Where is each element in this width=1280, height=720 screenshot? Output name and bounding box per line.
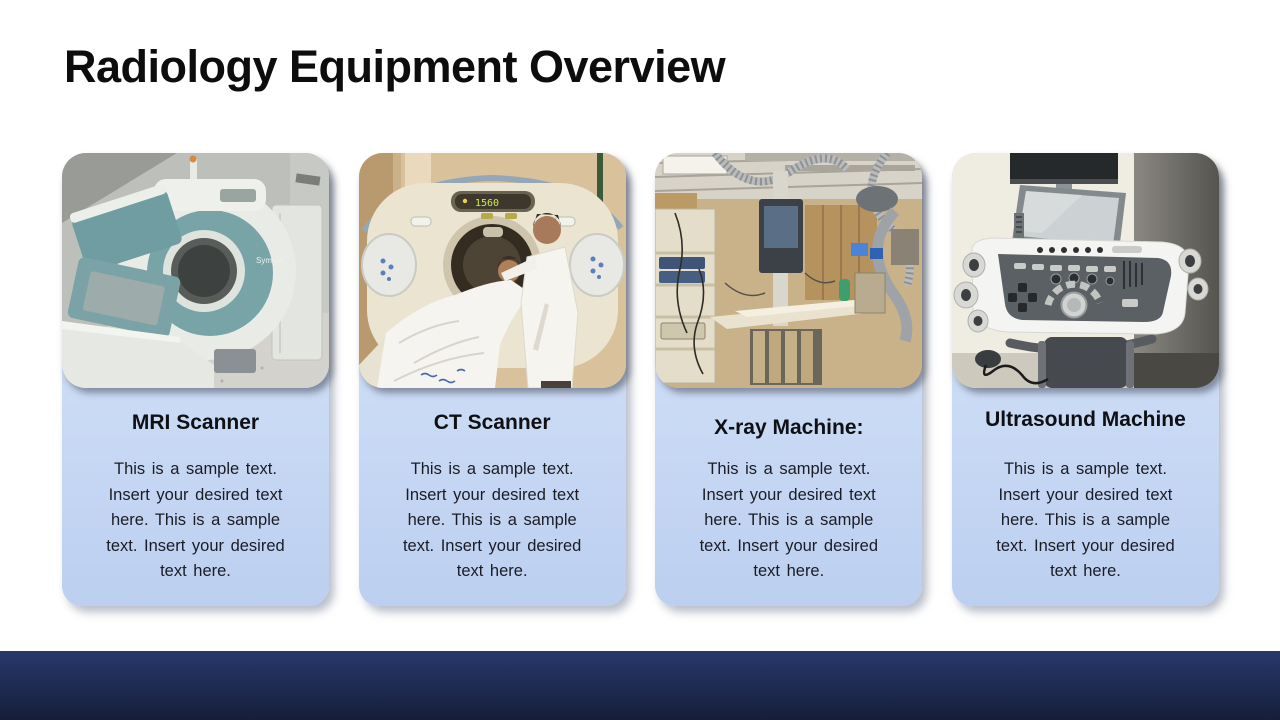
equipment-card-xray: [655, 153, 922, 606]
ct-scanner-illustration: [359, 153, 626, 388]
slide-title: Radiology Equipment Overview: [64, 41, 726, 92]
equipment-card-ultrasound: [952, 153, 1219, 606]
footer-bar: [0, 651, 1280, 720]
card-title-ct: CT Scanner: [433, 411, 551, 434]
card-title-ultrasound: Ultrasound Machine: [985, 408, 1186, 431]
card-title-mri: MRI Scanner: [131, 411, 260, 434]
mri-brand-label: Symbia: [256, 256, 283, 265]
card-description-xray: This is a sample text. Insert your desired text here. This is a sample text. Insert your desired text here.: [699, 460, 879, 580]
card-description-ct: This is a sample text. Insert your desired text here. This is a sample text. Insert your desired text here.: [402, 460, 582, 580]
ct-scanner-photo: [359, 153, 626, 388]
equipment-card-ct: [359, 153, 626, 606]
ultrasound-machine-illustration: [952, 153, 1219, 388]
card-description-ultrasound: This is a sample text. Insert your desired text here. This is a sample text. Insert your desired text here.: [996, 460, 1175, 580]
equipment-cards: [62, 153, 1219, 606]
equipment-card-mri: [62, 153, 329, 606]
mri-scanner-photo: [62, 153, 329, 388]
xray-room-illustration: [655, 153, 922, 388]
card-description-mri: This is a sample text. Insert your desired text here. This is a sample text. Insert your desired text here.: [106, 460, 285, 580]
card-title-xray: X-ray Machine:: [714, 416, 864, 439]
card-text-block: [655, 410, 922, 585]
xray-room-photo: [655, 153, 922, 388]
ultrasound-machine-photo: [952, 153, 1219, 388]
card-text-block: [62, 410, 329, 585]
ct-led-display: 1560: [474, 198, 499, 209]
card-text-block: [359, 410, 626, 585]
mri-scanner-illustration: [62, 153, 329, 388]
card-text-block: [952, 410, 1219, 585]
